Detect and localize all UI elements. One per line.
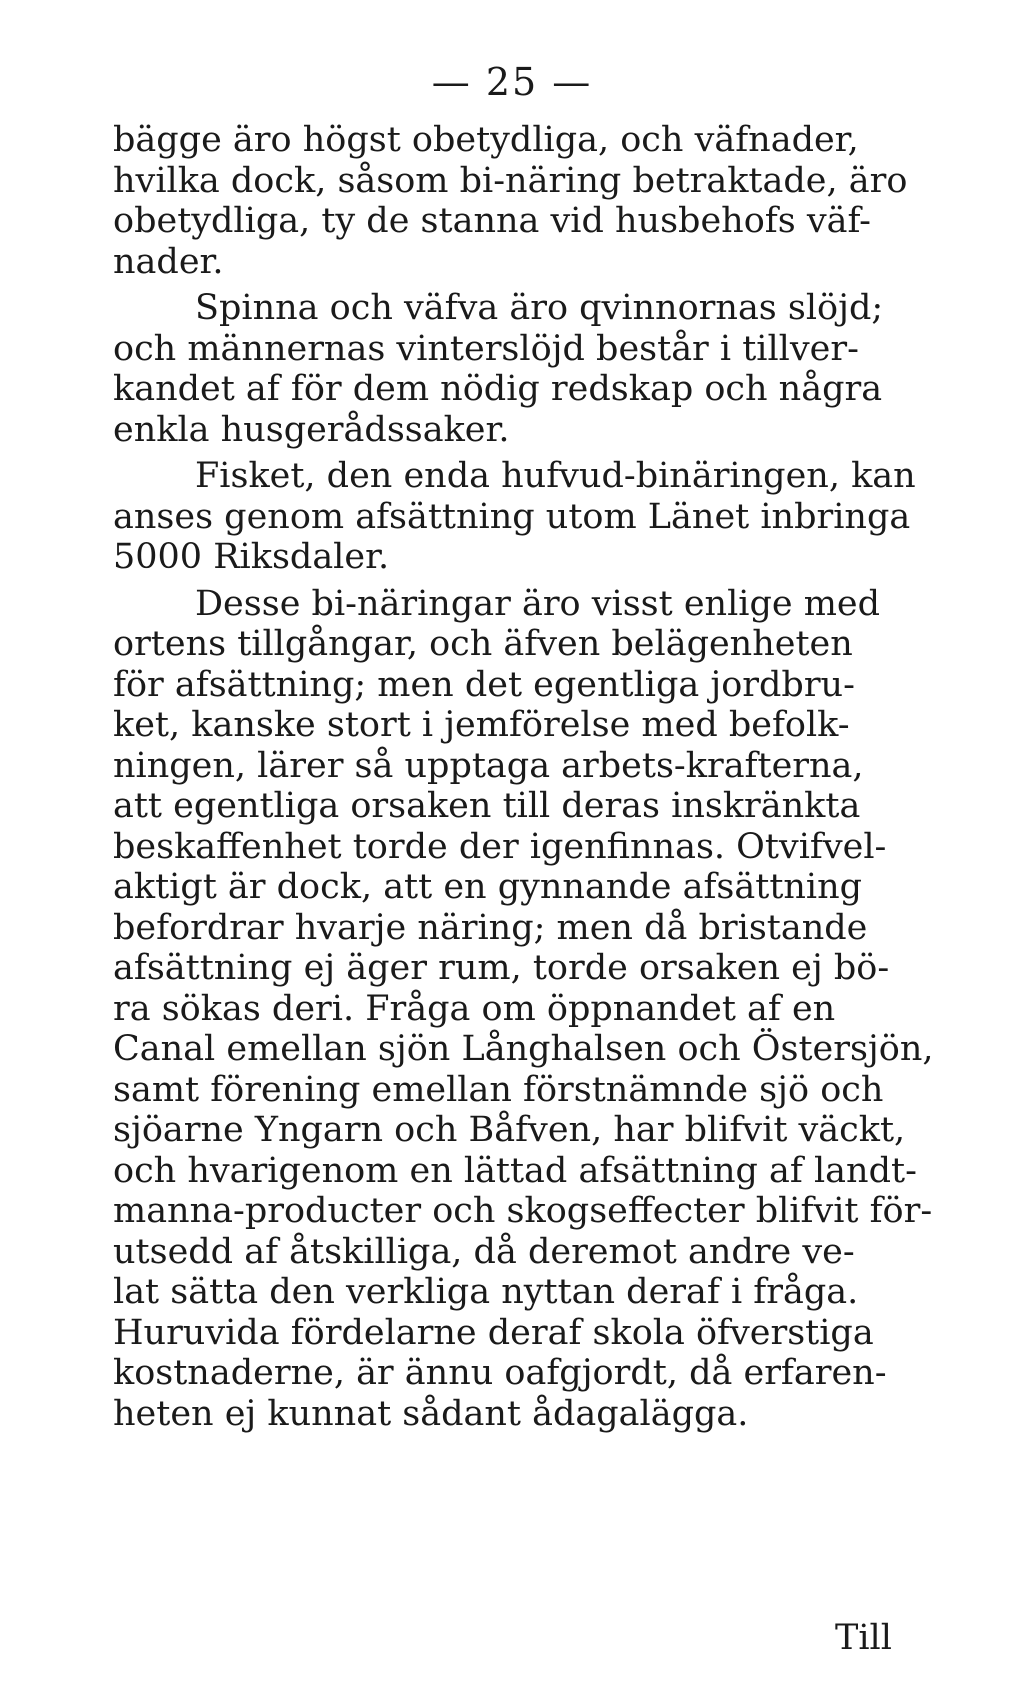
text-line: nader. xyxy=(113,241,224,282)
catchword: Till xyxy=(835,1618,892,1658)
text-line: enkla husgerådssaker. xyxy=(113,409,510,450)
body-text xyxy=(113,120,933,1440)
text-line: 5000 Riksdaler. xyxy=(113,537,390,577)
text-line: att egentliga orsaken till deras inskränkta xyxy=(113,786,861,826)
text-line: bägge äro högst obetydliga, och väfnader, xyxy=(113,120,859,160)
text-line: manna-producter och skogseffecter blifvit för- xyxy=(113,1191,933,1231)
text-line: ortens tillgångar, och äfven belägenheten xyxy=(113,624,853,664)
text-line: hvilka dock, såsom bi-näring betraktade, äro xyxy=(113,160,908,201)
text-line: ra sökas deri. Fråga om öppnandet af en xyxy=(113,988,836,1029)
text-line: och männernas vinterslöjd består i tillver- xyxy=(113,328,859,369)
text-line: Huruvida fördelarne deraf skola öfverstiga xyxy=(113,1312,874,1353)
text-line: heten ej kunnat sådant ådagalägga. xyxy=(113,1393,749,1434)
text-line: anses genom afsättning utom Länet inbringa xyxy=(113,496,911,537)
text-line: samt förening emellan förstnämnde sjö och xyxy=(113,1069,884,1110)
text-line: befordrar hvarje näring; men då bristande xyxy=(113,907,868,948)
text-line: Desse bi-näringar äro visst enlige med xyxy=(195,583,881,624)
paragraph xyxy=(113,584,933,1435)
text-line: aktigt är dock, att en gynnande afsättning xyxy=(113,867,863,907)
text-line: och hvarigenom en lättad afsättning af landt- xyxy=(113,1150,917,1191)
text-line: Canal emellan sjön Långhalsen och Östersjön, xyxy=(113,1029,934,1069)
page-number-header: — 25 — xyxy=(431,60,593,104)
text-line: obetydliga, ty de stanna vid husbehofs väf- xyxy=(113,201,872,241)
text-line: Spinna och väfva äro qvinnornas slöjd; xyxy=(195,288,884,328)
text-line: utsedd af åtskilliga, då deremot andre ve- xyxy=(113,1231,855,1272)
text-line: afsättning ej äger rum, torde orsaken ej bö- xyxy=(113,948,890,988)
text-line: ningen, lärer så upptaga arbets-krafterna, xyxy=(113,745,864,786)
text-line: Fisket, den enda hufvud-binäringen, kan xyxy=(195,456,916,496)
text-line: kostnaderne, är ännu oafgjordt, då erfaren- xyxy=(113,1353,887,1393)
text-line: sjöarne Yngarn och Båfven, har blifvit väckt, xyxy=(113,1110,906,1150)
text-line: kandet af för dem nödig redskap och några xyxy=(113,369,883,409)
text-line: ket, kanske stort i jemförelse med befolk- xyxy=(113,705,850,745)
paragraph xyxy=(113,120,933,282)
text-line: för afsättning; men det egentliga jordbru- xyxy=(113,664,855,705)
paragraph xyxy=(113,456,933,578)
text-line: beskaffenhet torde der igenfinnas. Otvifvel- xyxy=(113,826,887,867)
paragraph xyxy=(113,288,933,450)
text-line: lat sätta den verkliga nyttan deraf i fråga. xyxy=(113,1272,859,1312)
